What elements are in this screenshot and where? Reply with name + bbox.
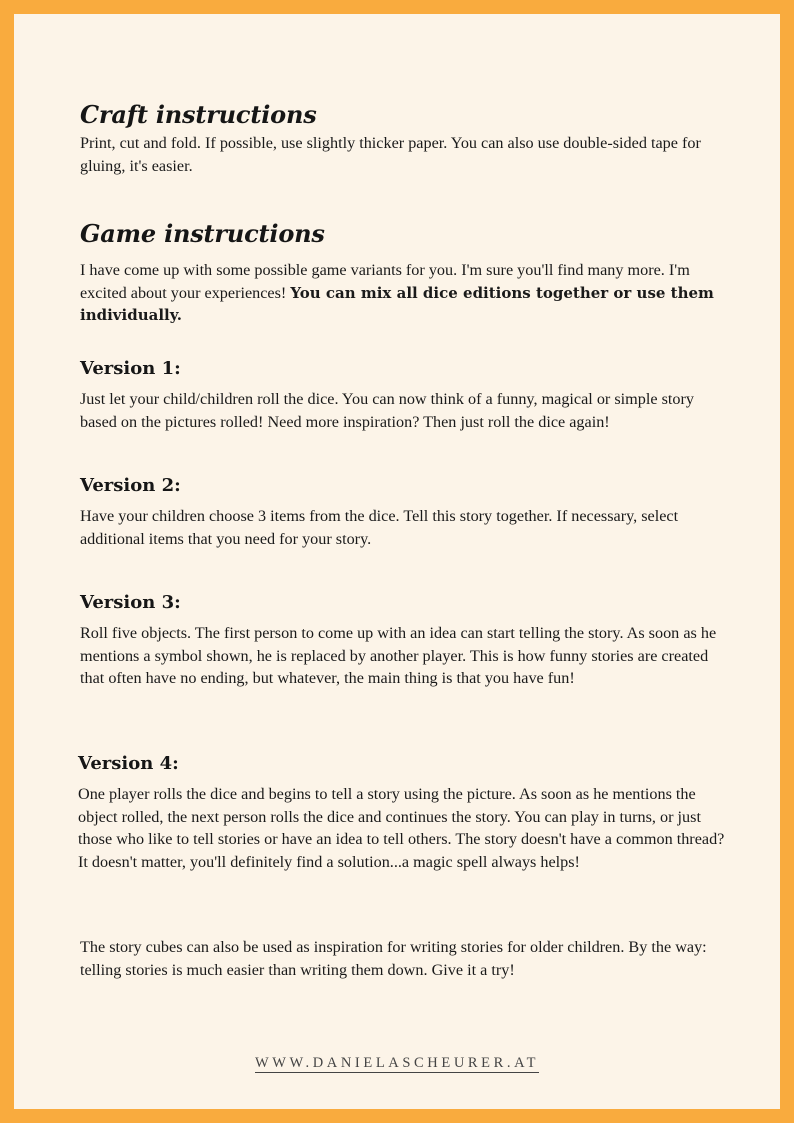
version-3 <box>80 590 730 690</box>
version-4 <box>78 751 728 873</box>
page <box>14 14 780 1109</box>
version-title: Version 1: <box>80 358 181 379</box>
craft-text: Print, cut and fold. If possible, use slightly thicker paper. You can also use double-sided tape for gluing, it's easier. <box>80 134 701 175</box>
version-text: Roll five objects. The first person to come up with an idea can start telling the story. As soon as he mentions a symbol shown, he is replaced by another player. This is how funny stories are created that often have no ending, but whatever, the main thing is that you have fun! <box>80 624 717 688</box>
craft-heading: Craft instructions <box>80 100 317 129</box>
game-intro-bold: You can mix all dice editions together or use them individually. <box>80 283 714 325</box>
closing-text: The story cubes can also be used as inspiration for writing stories for older children. By the way: telling stories is much easier than writing them down. Give it a try! <box>80 938 707 979</box>
game-intro <box>80 259 730 327</box>
craft-text-block <box>80 132 730 177</box>
game-heading: Game instructions <box>80 219 325 248</box>
version-text: Have your children choose 3 items from the dice. Tell this story together. If necessary, select additional items that you need for your story. <box>80 507 679 548</box>
craft-section <box>80 100 730 130</box>
version-2 <box>80 473 730 550</box>
game-intro-text: I have come up with some possible game variants for you. I'm sure you'll find many more. I'm excited about your experiences! <box>80 261 690 302</box>
game-intro-block <box>80 259 730 327</box>
version-1 <box>80 356 730 433</box>
version-title: Version 2: <box>80 475 181 496</box>
version-title: Version 4: <box>78 753 179 774</box>
version-text: Just let your child/children roll the dice. You can now think of a funny, magical or simple story based on the pictures rolled! Need more inspiration? Then just roll the dice again! <box>80 390 694 431</box>
footer <box>14 1055 780 1072</box>
closing-block <box>80 936 730 981</box>
version-title: Version 3: <box>80 592 181 613</box>
website-link[interactable]: WWW.DANIELASCHEURER.AT <box>254 1055 540 1071</box>
game-section <box>80 219 730 249</box>
version-text: One player rolls the dice and begins to tell a story using the picture. As soon as he mentions the object rolled, the next person rolls the dice and continues the story. You can play in turns, or just those who like to tell stories or have an idea to tell others. The story doesn't have a common thread? It doesn't matter, you'll definitely find a solution...a magic spell always helps! <box>78 785 725 871</box>
